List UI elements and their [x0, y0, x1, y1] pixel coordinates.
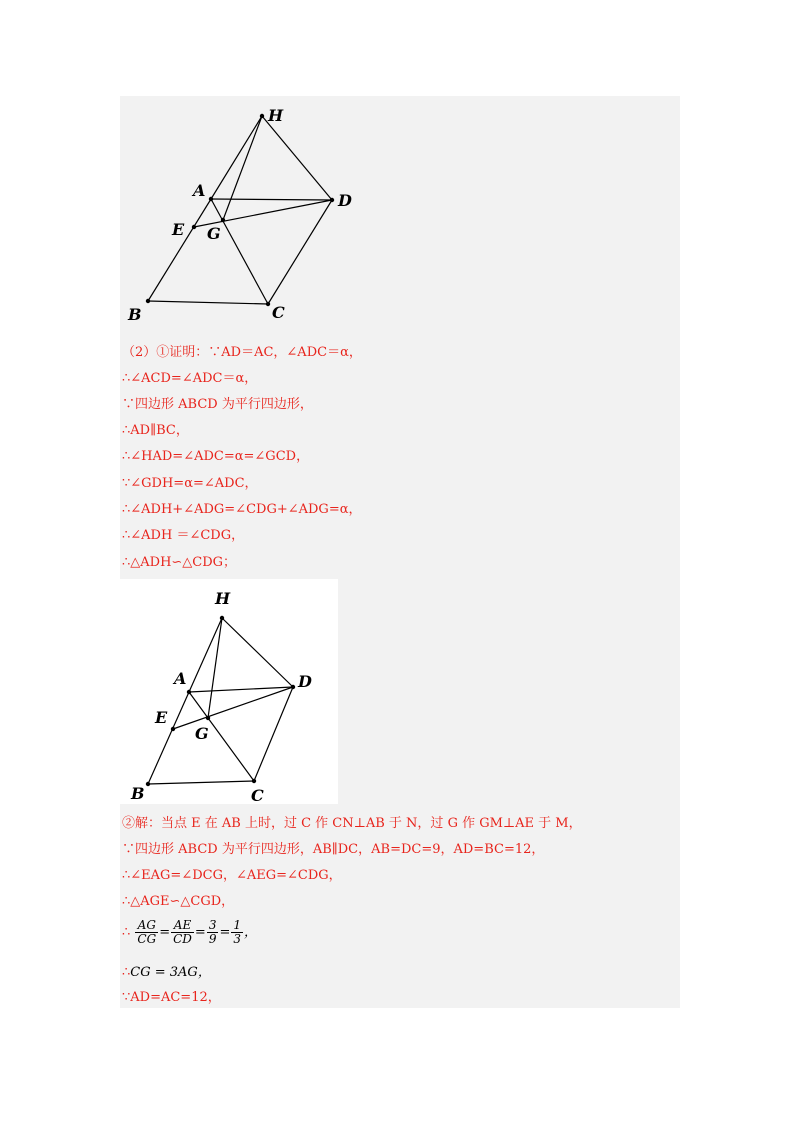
fraction-numerator: AE [171, 919, 194, 933]
segment-AB [148, 692, 189, 784]
fraction-3-9 [207, 919, 219, 946]
equals-sign: = [159, 925, 171, 940]
solution-line-1: ②解：当点 E 在 AB 上时，过 C 作 CN⊥AB 于 N，过 G 作 GM⊥AE 于 M， [122, 816, 582, 831]
segment-BC [148, 781, 254, 784]
solution-line-4: ∴△AGE∽△CGD， [122, 894, 235, 909]
label-D: D [338, 191, 352, 210]
solution-line-2: ∵四边形 ABCD 为平行四边形，AB∥DC，AB=DC=9，AD=BC=12， [122, 842, 545, 857]
segment-HA [211, 116, 262, 199]
point-E [171, 727, 175, 731]
document-panel [120, 96, 680, 1008]
segment-AD [211, 199, 332, 200]
label-C: C [272, 303, 285, 322]
point-G [206, 716, 210, 720]
proof-line-3: ∵四边形 ABCD 为平行四边形， [122, 397, 313, 412]
point-B [146, 299, 150, 303]
label-E: E [155, 708, 168, 727]
geometry-figure-2 [120, 579, 338, 804]
geometry-figure-2-frame [120, 579, 338, 804]
fraction-ag-cg [135, 919, 158, 946]
label-G: G [207, 224, 221, 243]
equals-sign: = [194, 925, 206, 940]
proof-line-2: ∴∠ACD=∠ADC＝α， [122, 371, 258, 386]
point-C [266, 302, 270, 306]
segment-HG [223, 116, 262, 220]
label-D: D [298, 672, 312, 691]
point-D [291, 685, 295, 689]
proof-line-5: ∴∠HAD=∠ADC=α=∠GCD， [122, 449, 310, 464]
label-G: G [195, 724, 209, 743]
label-A: A [193, 181, 206, 200]
proof-line-9: ∴△ADH∽△CDG； [122, 555, 237, 570]
segment-HD [262, 116, 332, 200]
point-D [330, 198, 334, 202]
fraction-numerator: AG [135, 919, 158, 933]
fraction-ae-cd [171, 919, 194, 946]
therefore-symbol: ∴ [122, 925, 131, 940]
comma: ， [244, 925, 258, 940]
segment-DC [268, 200, 332, 304]
label-C: C [251, 786, 264, 804]
segment-HD [222, 618, 293, 687]
solution-line-ad-ac: ∵AD=AC=12， [122, 990, 221, 1005]
solution-line-cg [122, 964, 211, 982]
fraction-numerator: 3 [208, 918, 217, 932]
fraction-denominator: CD [173, 932, 192, 946]
proof-line-6: ∵∠GDH=α=∠ADC， [122, 476, 258, 491]
solution-line-3: ∴∠EAG=∠DCG，∠AEG=∠CDG， [122, 868, 342, 883]
proof-line-4: ∴AD∥BC， [122, 423, 189, 438]
fraction-numerator: 1 [233, 918, 242, 932]
point-E [192, 225, 196, 229]
proof-line-7: ∴∠ADH+∠ADG=∠CDG+∠ADG=α， [122, 502, 362, 517]
equals-sign: = [219, 925, 231, 940]
label-H: H [268, 106, 284, 125]
segment-AD [189, 687, 293, 692]
segment-ED [194, 200, 332, 227]
label-E: E [172, 220, 185, 239]
label-A: A [174, 669, 187, 688]
point-C [252, 779, 256, 783]
fraction-denominator: CG [137, 932, 157, 946]
point-H [220, 616, 224, 620]
segment-BC [148, 301, 268, 304]
label-B: B [131, 784, 145, 803]
label-H: H [215, 589, 231, 608]
equation-cg-3ag: CG = 3AG [130, 965, 198, 980]
geometry-figure-1 [120, 96, 680, 336]
point-A [209, 197, 213, 201]
comma: ， [197, 965, 211, 980]
segment-DC [254, 687, 293, 781]
point-G [221, 218, 225, 222]
label-B: B [128, 305, 142, 324]
therefore-symbol: ∴ [122, 965, 131, 980]
fraction-1-3 [231, 919, 243, 946]
point-A [187, 690, 191, 694]
solution-line-ratio [122, 918, 257, 948]
segment-ED [173, 687, 293, 729]
fraction-denominator: 3 [233, 932, 242, 946]
point-H [260, 114, 264, 118]
proof-line-1: （2）①证明：∵AD＝AC，∠ADC＝α， [122, 345, 362, 360]
proof-line-8: ∴∠ADH ＝∠CDG， [122, 528, 245, 543]
segment-AB [148, 199, 211, 301]
fraction-denominator: 9 [208, 932, 217, 946]
point-B [146, 782, 150, 786]
